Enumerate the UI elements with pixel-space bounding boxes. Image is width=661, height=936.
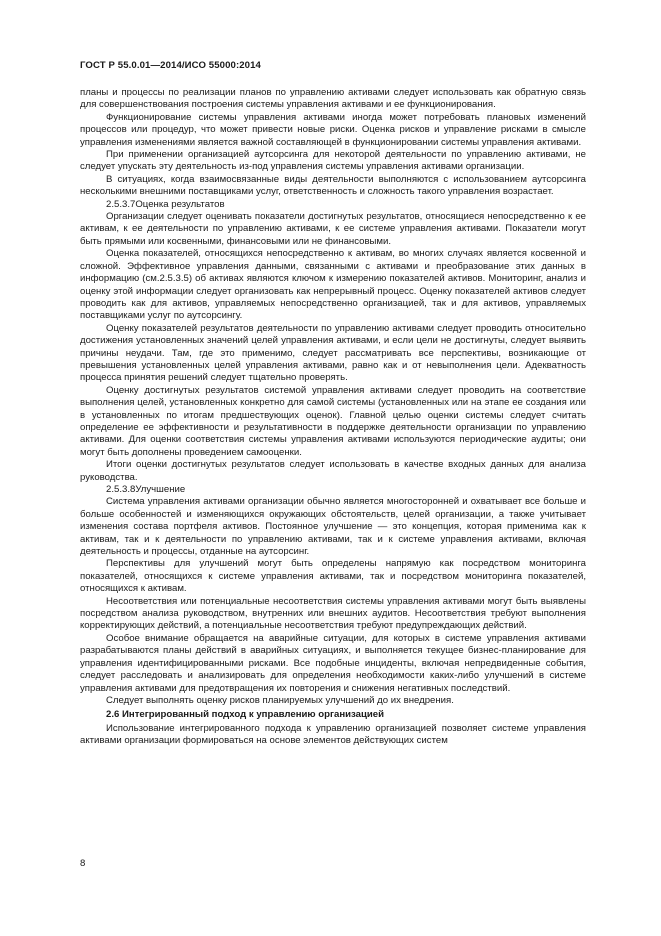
section-heading: 2.6 Интегрированный подход к управлению организацией: [106, 709, 385, 721]
paragraph: При применении организацией аутсорсинга для некоторой деятельности по управлению активами, не следует упускать эту деятельность из-под управления системы управления активами организации.: [80, 149, 586, 173]
paragraph: Использование интегрированного подхода к управлению организацией позволяет системе управления активами организации формироваться на основе элементов действующих систем: [80, 722, 586, 747]
paragraph: Система управления активами организации обычно является многосторонней и охватывает все больше и больше особенностей и изменяющихся окружающих обстоятельств, целей организации, а также учитывает изменения состава портфеля активов. Постоянное улучшение — это концепция, которая применима как к активам, так и к деятельности по управлению активами, так и к системе управления активами, включая деятельность и процессы, отданные на аутсорсинг.: [80, 496, 586, 558]
paragraph: Оценка показателей, относящихся непосредственно к активам, во многих случаях является косвенной и сложной. Эффективное управления данными, связанными с активами и преобразование этих данных в информацию (см.2.5.3.5) об активах являются ключом к измерению показателей активов. Мониторинг, анализ и оценку этой информации следует организовать как непрерывный процесс. Оценку показателей активов следует проводить как для активов, управляемых непосредственно организацией, так и для активов, управляемых поставщиками услуг по аутсорсингу.: [80, 248, 586, 322]
subsection-title: 2.5.3.8Улучшение: [106, 484, 186, 495]
page-number: 8: [80, 858, 86, 869]
paragraph: В ситуациях, когда взаимосвязанные виды деятельности выполняются с использованием аутсорсинга несколькими внешними поставщиками услуг, ответственность и сложность такого управления возрастает.: [80, 173, 586, 198]
paragraph: Перспективы для улучшений могут быть определены напрямую как посредством мониторинга показателей, относящихся к системе управления активами, так и посредством мониторинга показателей, относящихся к активам.: [80, 558, 586, 595]
paragraph: Следует выполнять оценку рисков планируемых улучшений до их внедрения.: [106, 694, 454, 706]
paragraph: Особое внимание обращается на аварийные ситуации, для которых в системе управления активами разрабатываются планы действий в аварийных ситуациях, и выполняется текущее бизнес-планирование для управления идентифицированными рисками. Все подобные инциденты, включая непредвиденные события, следует расследовать и анализировать для определения необходимости каких-либо улучшений в системе управления активами для предотвращения их повторения и снижения негативных последствий.: [80, 632, 586, 694]
paragraph: Итоги оценки достигнутых результатов следует использовать в качестве входных данных для анализа руководства.: [80, 459, 586, 483]
paragraph: Организации следует оценивать показатели достигнутых результатов, относящиеся непосредственно к ее активам, к ее деятельности по управлению активами, к ее системе управления активами. Показатели могут быть прямыми или косвенными, финансовыми или не финансовыми.: [80, 211, 586, 247]
subsection-title: 2.5.3.7Оценка результатов: [106, 198, 225, 210]
paragraph: Оценку показателей результатов деятельности по управлению активами следует проводить относительно достижения установленных значений целей управления активами, и если цели не достигнуты, следует выявить причины неудачи. Там, где это применимо, следует рассматривать все перспективы, возникающие от превышения установленных целей управления активами, равно как и от невыполнения цели. Адекватность процесса принятия решений следует тщательно проверять.: [80, 322, 586, 384]
paragraph: Несоответствия или потенциальные несоответствия системы управления активами могут быть выявлены посредством анализа руководством, внутренних или внешних аудитов. Несоответствия требуют выполнения корректирующих действий, а потенциальные несоответствия требуют предупреждающих действий.: [80, 595, 586, 632]
paragraph: Функционирование системы управления активами иногда может потребовать плановых изменений процессов или процедур, что может привести новые риски. Оценка рисков и управление рисками в смысле управления изменениями является важной составляющей в функционировании системы управления активами.: [80, 111, 586, 148]
paragraph: планы и процессы по реализации планов по управлению активами следует использовать как обратную связь для совершенствования построения системы управления активами и ее функционирования.: [80, 87, 586, 111]
paragraph: Оценку достигнутых результатов системой управления активами следует проводить на соответствие выполнения целей, установленных конкретно для самой системы (установленных или на этапе ее создания или в установленных по итогам предшествующих оценок). Главной целью оценки системы следует считать определение ее эффективности и результативности в поддержке деятельности организации по управлению активами. Для оценки соответствия системы управления активами используются периодические аудиты; они могут быть дополнены проведением самооценки.: [80, 384, 586, 458]
page-body: [80, 87, 586, 748]
page-header: ГОСТ Р 55.0.01—2014/ИСО 55000:2014: [80, 60, 261, 71]
